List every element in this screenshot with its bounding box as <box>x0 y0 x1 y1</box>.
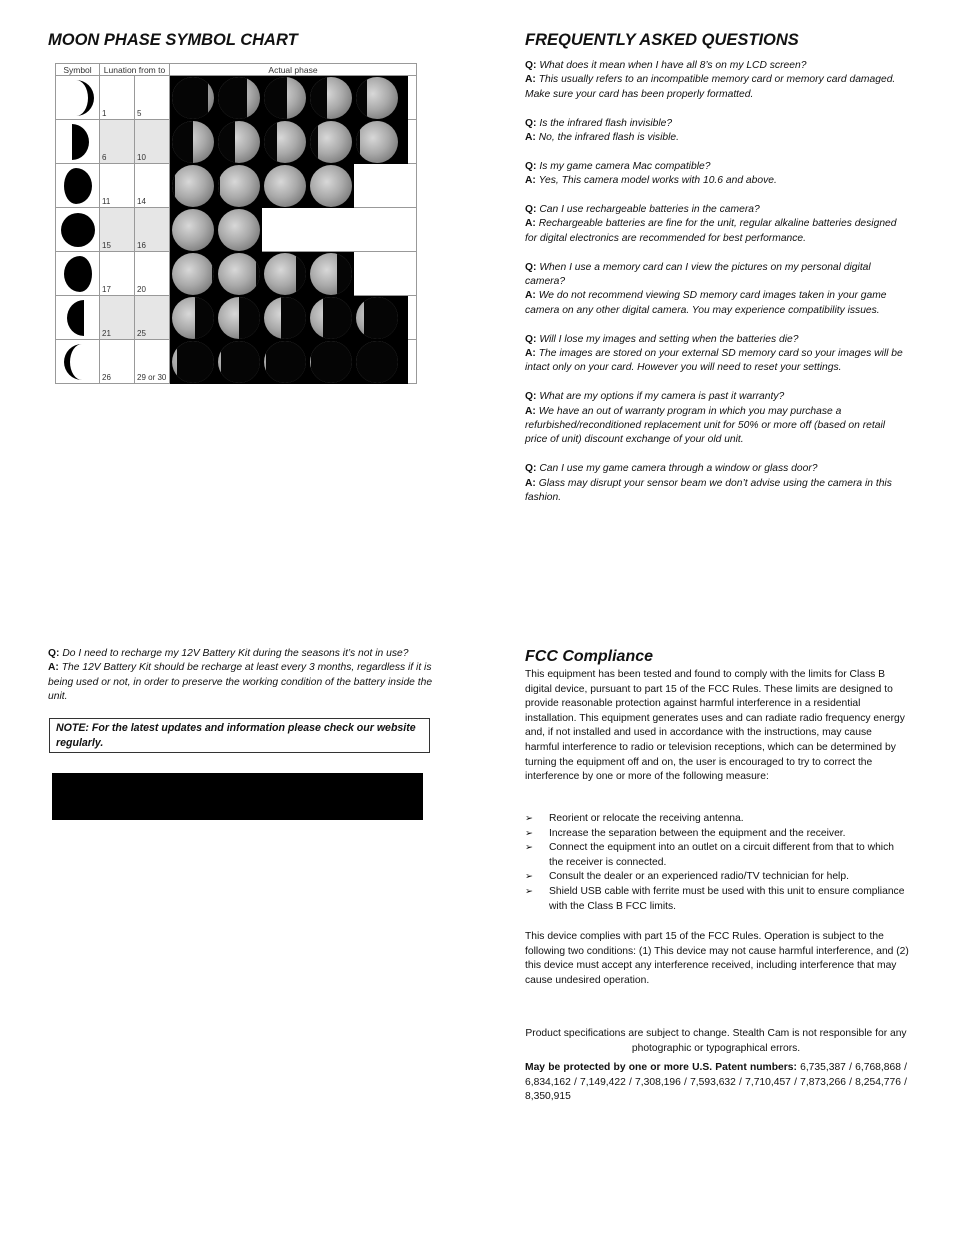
moon-photo <box>170 340 216 384</box>
lunation-to: 29 or 30 <box>137 373 167 382</box>
faq-item <box>525 203 910 246</box>
moon-photo <box>216 340 262 384</box>
phase-photo-strip <box>170 340 408 384</box>
fcc-intro: This equipment has been tested and found to comply with the limits for Class B digital device, pursuant to part 15 of the FCC Rules. These limits are designed to provide reasonable protection against harmful interference in a residential installation. This equipment generates uses and can radiate radio frequency energy and, if not installed and used in accordance with the instructions, may cause harmful interference to radio or television receptions, which can be determined by turning the equipment off and on, the user is encouraged to try to correct the interference by one or more of the following measure: <box>525 669 905 783</box>
battery-answer: The 12V Battery Kit should be recharge at least every 3 months, regardless if it is being used or not, in order to preserve the working condition of the battery inside the unit. <box>48 662 433 703</box>
phase-photo-strip <box>170 76 408 120</box>
moon-photo <box>216 76 262 120</box>
moon-photo <box>216 252 262 296</box>
faq-item <box>525 390 910 448</box>
moon-row <box>56 208 417 252</box>
phase-photo-strip <box>170 252 354 296</box>
faq-item <box>525 117 910 146</box>
moon-symbol-cell <box>56 296 100 340</box>
note-text: NOTE: For the latest updates and information please check our website regularly. <box>56 722 416 749</box>
lunation-to: 16 <box>137 241 146 250</box>
faq-question: Is the infrared flash invisible? <box>539 117 673 129</box>
faq-question: Can I use my game camera through a window or glass door? <box>539 463 818 475</box>
a-label: A: <box>48 662 59 674</box>
phase-photo-strip <box>170 296 408 340</box>
moon-photo <box>262 340 308 384</box>
battery-question: Do I need to recharge my 12V Battery Kit during the seasons it’s not in use? <box>62 648 409 659</box>
moon-photo <box>308 252 354 296</box>
lunation-from: 1 <box>102 109 107 118</box>
lunation-to-cell <box>135 296 170 340</box>
moon-photo <box>354 120 400 164</box>
note-box <box>49 718 430 753</box>
lunation-to: 5 <box>137 109 142 118</box>
moon-photo <box>262 164 308 208</box>
actual-phase-header: Actual phase <box>170 64 417 76</box>
moon-photo <box>170 164 216 208</box>
lunation-from: 17 <box>102 285 111 294</box>
fcc-bullets <box>525 812 907 914</box>
a-label: A: <box>525 477 536 489</box>
moon-photo <box>216 296 262 340</box>
faq-item <box>525 333 910 376</box>
moon-symbol-cell <box>56 340 100 384</box>
moon-photo <box>354 296 400 340</box>
phase-photo-strip <box>170 120 408 164</box>
fcc-bullet-item: ➢ Connect the equipment into an outlet on a circuit different from that to which the receiver is connected. <box>525 841 907 870</box>
faq-answer: We do not recommend viewing SD memory card images taken in your game camera on any other digital camera. You may experience compatibility issues. <box>525 290 887 316</box>
faq-item <box>525 59 910 102</box>
moon-row <box>56 164 417 208</box>
q-label: Q: <box>525 261 537 273</box>
phase-photo-strip <box>170 164 354 208</box>
lunation-to: 25 <box>137 329 146 338</box>
lunation-to: 10 <box>137 153 146 162</box>
a-label: A: <box>525 218 536 230</box>
moon-photo <box>262 296 308 340</box>
moon-phase-table-wrap <box>55 63 417 384</box>
moon-photo <box>216 208 262 252</box>
fcc-title: FCC Compliance <box>525 648 654 665</box>
moon-row <box>56 76 417 120</box>
moon-photo <box>216 164 262 208</box>
a-label: A: <box>525 74 536 86</box>
lunation-from: 11 <box>102 197 111 206</box>
q-label: Q: <box>525 463 537 475</box>
moon-photo <box>262 252 308 296</box>
faq-item <box>525 261 910 319</box>
lunation-to-cell <box>135 252 170 296</box>
moon-symbol-cell <box>56 164 100 208</box>
fcc-bullet-item: ➢ Increase the separation between the equipment and the receiver. <box>525 827 907 842</box>
lunation-to: 14 <box>137 197 146 206</box>
lunation-from-cell <box>100 120 135 164</box>
fcc-part15: This device complies with part 15 of the FCC Rules. Operation is subject to the following two conditions: (1) This device may not cause harmful interference, and (2) this device must accept any interference received, including interference that may cause undesired operation. <box>525 931 909 986</box>
actual-phase-cell <box>170 340 417 384</box>
faq-title: FREQUENTLY ASKED QUESTIONS <box>525 31 799 49</box>
moon-photo <box>170 208 216 252</box>
moon-row <box>56 252 417 296</box>
moon-photo <box>262 76 308 120</box>
q-label: Q: <box>525 204 537 216</box>
lunation-from: 26 <box>102 373 111 382</box>
lunation-from-cell <box>100 164 135 208</box>
lunation-from-cell <box>100 340 135 384</box>
faq-answer: No, the infrared flash is visible. <box>538 132 679 144</box>
moon-row <box>56 120 417 164</box>
faq-item <box>525 160 910 189</box>
moon-row <box>56 296 417 340</box>
actual-phase-cell <box>170 164 417 208</box>
moon-photo <box>170 296 216 340</box>
battery-qa <box>48 647 433 705</box>
patent-label: May be protected by one or more U.S. Patent numbers: <box>525 1062 797 1073</box>
q-label: Q: <box>525 60 537 71</box>
lunation-to-cell <box>135 120 170 164</box>
lunation-from: 21 <box>102 329 111 338</box>
fcc-bullet-item: ➢ Shield USB cable with ferrite must be used with this unit to ensure compliance with the Class B FCC limits. <box>525 885 907 914</box>
faq-answer: We have an out of warranty program in which you may purchase a refurbished/reconditioned replacement unit for 50% or more off (based on retail price of unit) discount exchange of your old unit. <box>525 405 886 446</box>
black-banner <box>52 773 423 820</box>
lunation-from-cell <box>100 208 135 252</box>
moon-photo <box>308 296 354 340</box>
moon-photo <box>170 120 216 164</box>
patents <box>525 1061 907 1105</box>
a-label: A: <box>525 348 536 360</box>
actual-phase-cell <box>170 76 417 120</box>
faq-list <box>525 59 910 520</box>
phase-photo-strip <box>170 208 262 252</box>
lunation-to-cell <box>135 76 170 120</box>
a-label: A: <box>525 405 536 417</box>
faq-answer: The images are stored on your external SD memory card so your images will be intact only on your card. However you will need to reset your settings. <box>525 348 903 374</box>
faq-question: Will I lose my images and setting when the batteries die? <box>539 333 799 345</box>
moon-photo <box>308 76 354 120</box>
actual-phase-cell <box>170 252 417 296</box>
moon-chart-title: MOON PHASE SYMBOL CHART <box>48 31 298 49</box>
faq-item <box>525 462 910 505</box>
patent-numbers: 6,735,387 / 6,768,868 / 6,834,162 / 7,149,422 / 7,308,196 / 7,593,632 / 7,710,457 / 7,873,266 / 8,254,776 / 8,350,915 <box>525 1062 908 1103</box>
lunation-to: 20 <box>137 285 146 294</box>
moon-photo <box>308 164 354 208</box>
moon-symbol-cell <box>56 120 100 164</box>
a-label: A: <box>525 290 536 302</box>
lunation-from-cell <box>100 296 135 340</box>
lunation-header: Lunation from to <box>100 64 170 76</box>
faq-question: What are my options if my camera is past it warranty? <box>539 391 785 403</box>
faq-answer: Rechargeable batteries are fine for the unit, regular alkaline batteries designed for digital electronics are recommended for best performance. <box>525 218 897 244</box>
a-label: A: <box>525 175 536 187</box>
faq-question: What does it mean when I have all 8’s on my LCD screen? <box>539 60 807 71</box>
q-label: Q: <box>48 648 60 659</box>
lunation-from: 15 <box>102 241 111 250</box>
symbol-header: Symbol <box>56 64 100 76</box>
faq-question: Is my game camera Mac compatible? <box>539 160 711 172</box>
moon-photo <box>262 120 308 164</box>
lunation-to-cell <box>135 340 170 384</box>
faq-answer: Glass may disrupt your sensor beam we don’t advise using the camera in this fashion. <box>525 477 892 504</box>
moon-phase-table <box>55 63 417 384</box>
lunation-to-cell <box>135 208 170 252</box>
q-label: Q: <box>525 117 537 129</box>
a-label: A: <box>525 132 536 144</box>
moon-photo <box>354 340 400 384</box>
q-label: Q: <box>525 160 537 172</box>
lunation-to-cell <box>135 164 170 208</box>
lunation-from-cell <box>100 252 135 296</box>
moon-row <box>56 340 417 384</box>
actual-phase-cell <box>170 208 417 252</box>
moon-symbol-cell <box>56 208 100 252</box>
faq-answer: This usually refers to an incompatible memory card or memory card damaged. Make sure your card has been properly formatted. <box>525 74 896 100</box>
moon-photo <box>308 120 354 164</box>
faq-question: Can I use rechargeable batteries in the camera? <box>539 204 760 216</box>
fcc-bullet-item: ➢ Reorient or relocate the receiving antenna. <box>525 812 907 827</box>
fcc-bullet-item: ➢ Consult the dealer or an experienced radio/TV technician for help. <box>525 870 907 885</box>
q-label: Q: <box>525 391 537 403</box>
actual-phase-cell <box>170 296 417 340</box>
q-label: Q: <box>525 333 537 345</box>
moon-photo <box>216 120 262 164</box>
moon-photo <box>354 76 400 120</box>
actual-phase-cell <box>170 120 417 164</box>
moon-photo <box>308 340 354 384</box>
moon-symbol-cell <box>56 76 100 120</box>
disclaimer: Product specifications are subject to change. Stealth Cam is not responsible for any photographic or typographical errors. <box>525 1028 907 1054</box>
faq-answer: Yes, This camera model works with 10.6 and above. <box>538 175 777 187</box>
moon-photo <box>170 252 216 296</box>
faq-question: When I use a memory card can I view the pictures on my personal digital camera? <box>525 261 871 288</box>
moon-photo <box>170 76 216 120</box>
lunation-from: 6 <box>102 153 107 162</box>
moon-symbol-cell <box>56 252 100 296</box>
lunation-from-cell <box>100 76 135 120</box>
